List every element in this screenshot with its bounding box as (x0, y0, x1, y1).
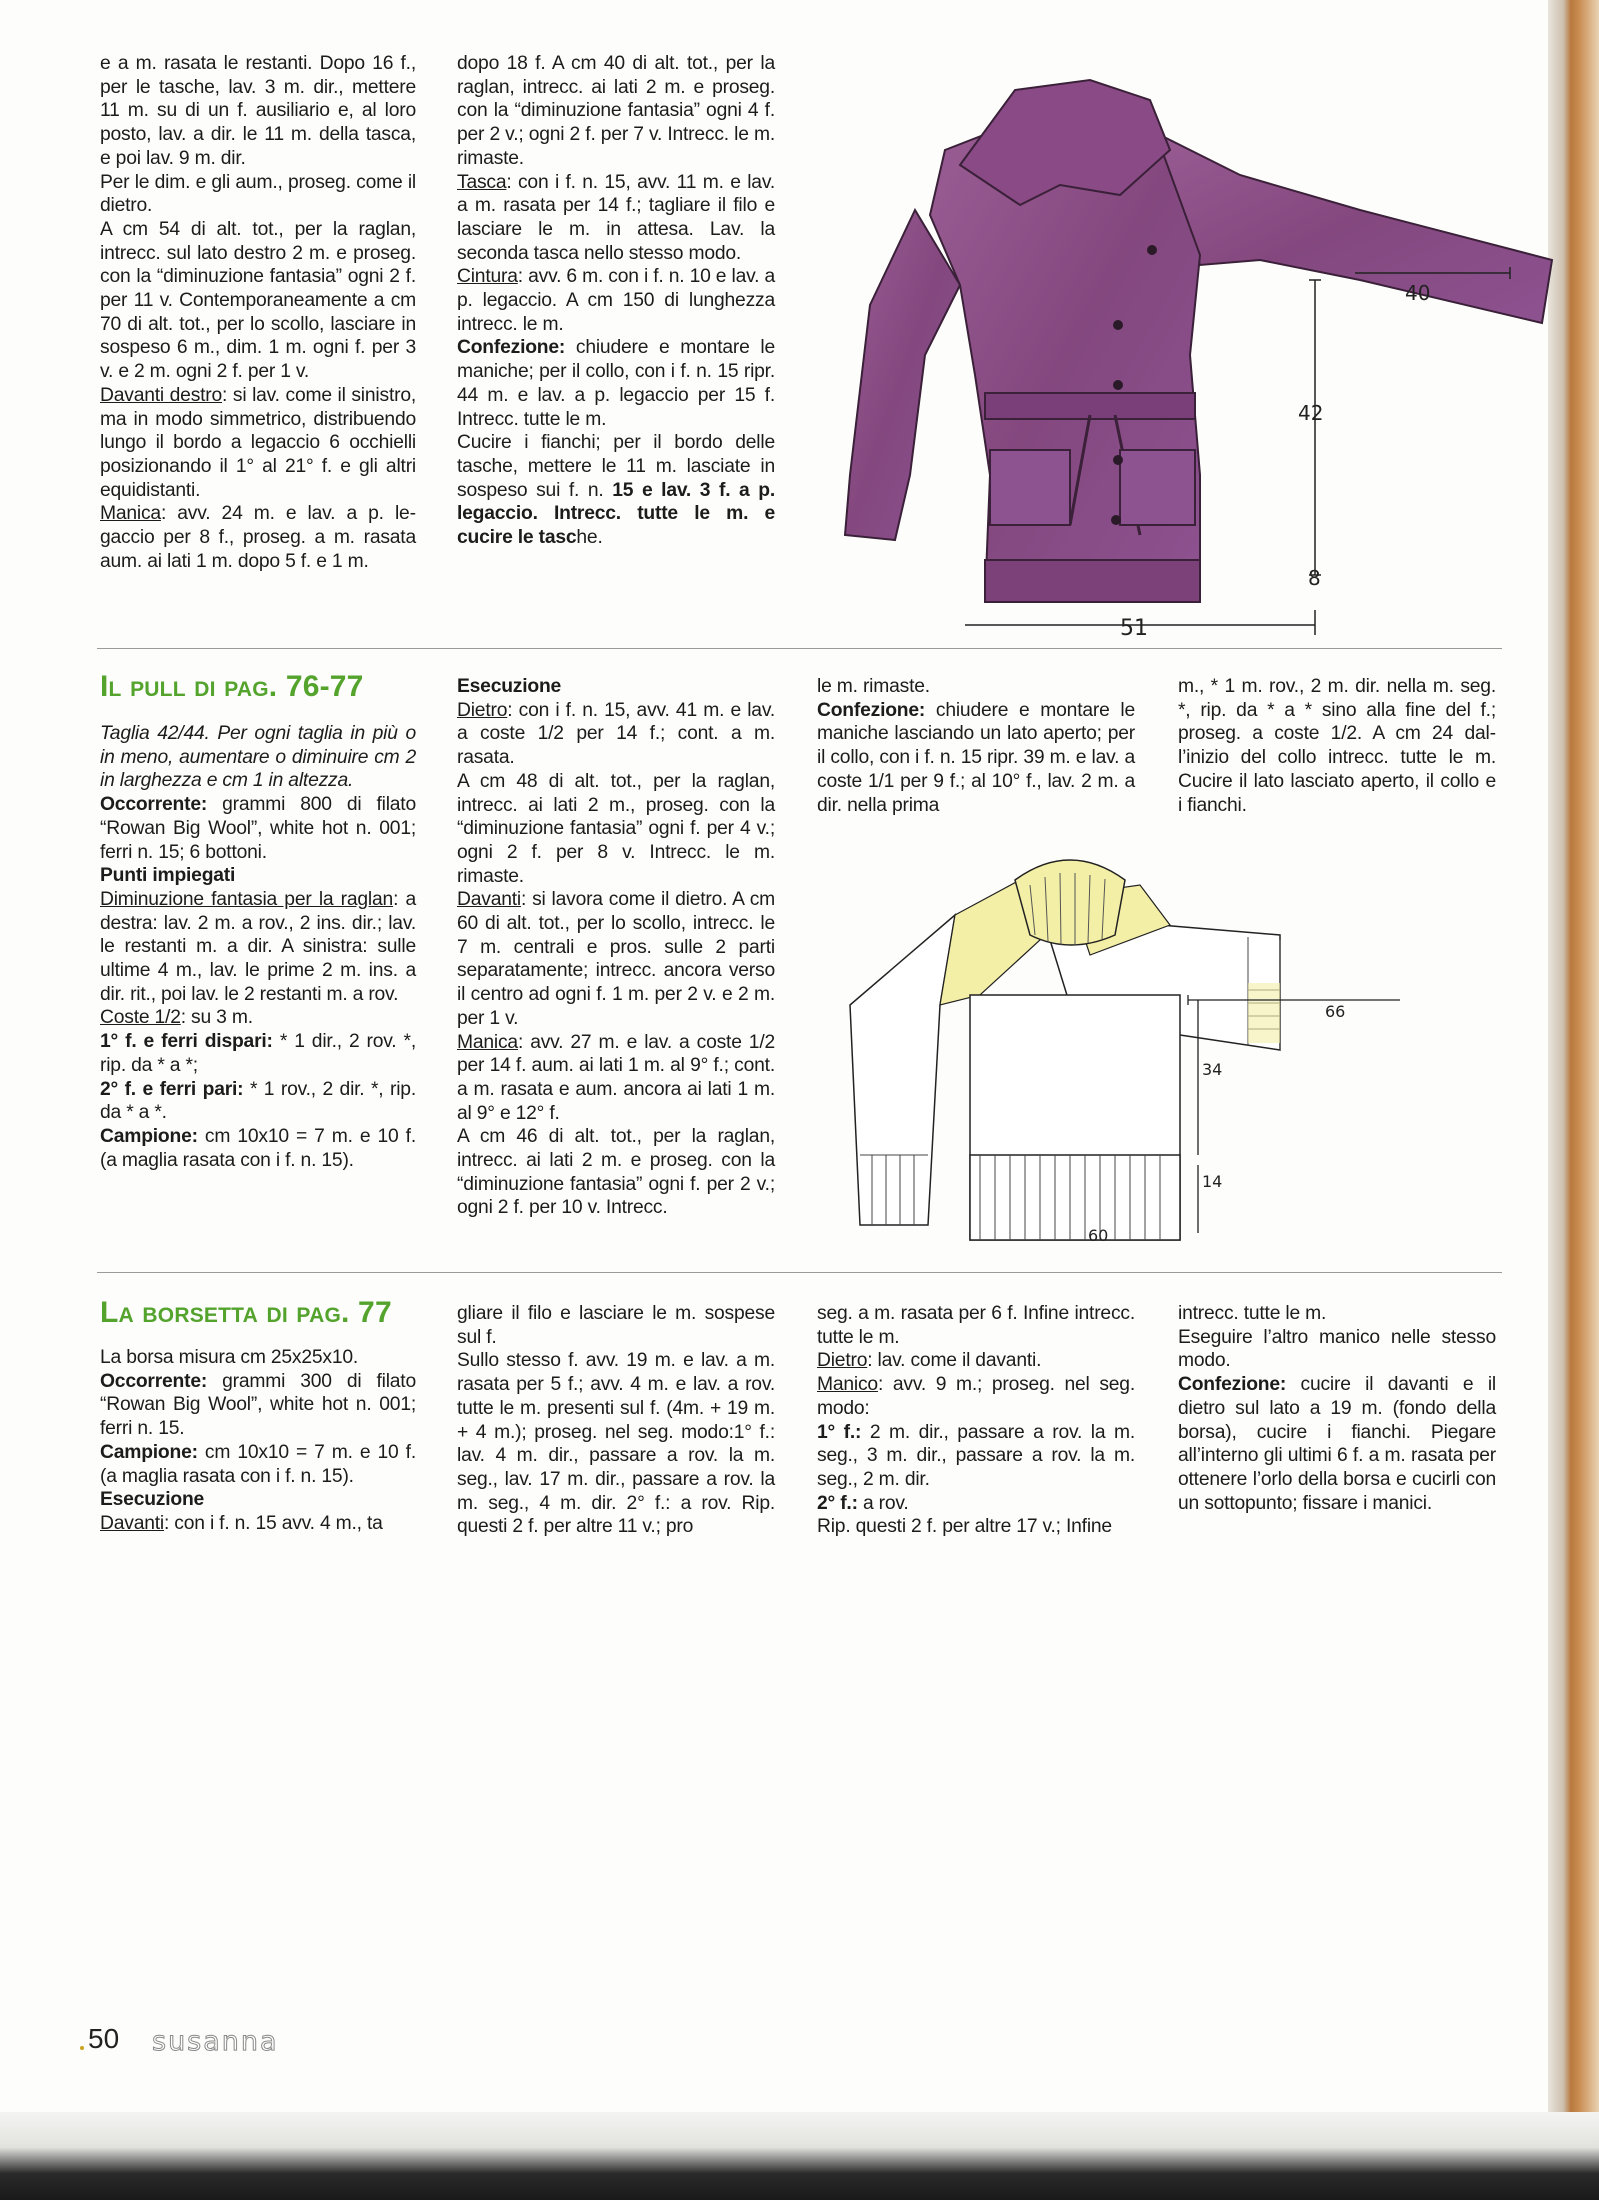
paragraph (817, 675, 1135, 699)
paragraph (1178, 675, 1496, 817)
paragraph (100, 502, 416, 573)
paragraph (457, 171, 775, 266)
scan-bottom-edge (0, 2112, 1599, 2200)
paragraph (100, 864, 416, 888)
paragraph-text: intrecc. tutte le m. (1178, 1303, 1327, 1324)
paragraph (457, 431, 775, 550)
paragraph-text: dopo 18 f. A cm 40 di alt. tot., per la raglan, intrecc. ai lati 2 m. e proseg. con la “diminuzione fantasia” ogni 4 f. per 2 v.; ogni 2 f. per 7 v. Intrecc. le m. rimaste. (457, 53, 775, 169)
bold-text: 15 e lav. 3 f. a p. legaccio. Intrecc. tutte le m. e cucire le tasc (457, 479, 775, 549)
paragraph-text: : si lavora come il dietro. A cm 60 di alt. tot., per lo scollo, intrecc. le 7 m. centrali e pros. sulle 2 parti separatamente; intrecc. ancora verso il centro ad ogni f. 1 m. per 2 v. e 2 m. per 1 v. (457, 889, 775, 1029)
paragraph (457, 1349, 775, 1539)
paragraph-text: A cm 46 di alt. tot., per la raglan, intrecc. ai lati 2 m. e proseg. con la “diminuzione fantasia” ogni f. per 2 v.; ogni 2 f. per 10 v. Intrecc. (457, 1126, 775, 1219)
bold-label: 2° f.: (817, 1492, 858, 1514)
underlined-label: Tasca (457, 171, 507, 193)
paragraph (100, 52, 416, 171)
paragraph (100, 1370, 416, 1441)
text-column-pull-2 (457, 675, 775, 1220)
paragraph-text: e a m. rasata le restanti. Dopo 16 f., per le tasche, lav. 3 m. dir., mettere 11 m. su di un f. ausiliario e, al loro posto, lav. a dir. le 11 m. della tasca, e poi lav. 9 m. dir. (100, 53, 416, 169)
paragraph-text: * 1 rov., 2 dir. *, rip. da * a *. (100, 1078, 416, 1124)
paragraph (100, 384, 416, 503)
paragraph (457, 888, 775, 1030)
underlined-label: Dietro (817, 1350, 868, 1372)
paragraph (100, 1006, 416, 1030)
bold-label: Campione: (100, 1441, 198, 1463)
paragraph (817, 699, 1135, 818)
paragraph-text: : con i f. n. 15 avv. 4 m., ta (163, 1512, 383, 1534)
pull-schematic (840, 855, 1420, 1245)
paragraph-text: chiudere e montare le maniche; per il collo, con i f. n. 15 ripr. 44 m. e lav. a p. legaccio per 15 f. Intrecc. tutte le m. (457, 337, 775, 430)
paragraph-text: Sullo stesso f. avv. 19 m. e lav. a m. rasata per 5 f.; avv. 4 m. e lav. a rov. tutte le m. presenti sul f. (4m. + 19 m. + 4 m.); proseg. nel seg. modo:1° f.: lav. 4 m. dir., passare a rov. la m. seg., lav. 17 m. dir., passare a rov. la m. seg., 4 m. dir. 2° f.: a rov. Rip. questi 2 f. per altre 11 v.; pro (457, 1350, 775, 1538)
paragraph-text: : con i f. n. 15, avv. 41 m. e lav. a coste 1/2 per 14 f.; cont. a m. rasata. (457, 699, 775, 769)
bag-section-title: La borsetta di pag. 77 (100, 1296, 392, 1329)
paragraph-text: le m. rimaste. (817, 676, 930, 697)
jacket-illustration (820, 55, 1560, 650)
paragraph (817, 1349, 1135, 1373)
paragraph (457, 1031, 775, 1126)
paragraph-text: La borsa misura cm 25x25x10. (100, 1347, 359, 1368)
text-column-bag-3 (817, 1302, 1135, 1539)
paragraph-text: : si lav. come il sinistro, ma in modo simmetrico, distribuendo lungo il bordo a legaccio 6 occhielli posizionando il 1° al 21° f. e gli altri equidistanti. (100, 384, 416, 501)
bold-label: Esecuzione (457, 676, 562, 697)
footer-dot (80, 2046, 84, 2050)
paragraph-text: cucire il davanti e il dietro sul lato a 19 m. (fondo della borsa), cucire i fianchi. Piegare all’interno gli ultimi 6 f. a m. rasata per ottenere l’orlo della borsa e cucirli con un sottopunto; fissare i manici. (1178, 1374, 1496, 1514)
underlined-label: Manico (817, 1374, 878, 1396)
paragraph-text: grammi 800 di filato “Rowan Big Wool”, white hot n. 001; ferri n. 15; 6 bottoni. (100, 794, 416, 863)
text-column-bag-4 (1178, 1302, 1496, 1515)
text-column-bag-1 (100, 1346, 416, 1536)
bold-label: Confezione: (817, 699, 926, 721)
paragraph (457, 1302, 775, 1349)
paragraph (100, 1346, 416, 1370)
jacket-dim-sleeve: 40 (1405, 281, 1431, 305)
bold-label: Confezione: (457, 337, 566, 359)
paragraph (1178, 1373, 1496, 1515)
bold-label: Confezione: (1178, 1374, 1287, 1396)
bold-label: Occorrente: (100, 794, 208, 816)
paragraph-text: : avv. 6 m. con i f. n. 10 e lav. a p. legaccio. A cm 150 di lunghezza intrecc. le m. (457, 266, 775, 335)
paragraph-text: seg. a m. rasata per 6 f. Infine intrecc. tutte le m. (817, 1303, 1135, 1348)
paragraph (817, 1373, 1135, 1420)
paragraph-text: cm 10x10 = 7 m. e 10 f. (a maglia rasata con i f. n. 15). (100, 1441, 416, 1487)
paragraph (100, 1441, 416, 1488)
magazine-brand: susanna (152, 2026, 279, 2057)
bold-label: Campione: (100, 1125, 198, 1147)
paragraph-text: he. (576, 527, 603, 549)
paragraph-text: cm 10x10 = 7 m. e 10 f. (a maglia rasata con i f. n. 15). (100, 1125, 416, 1171)
paragraph-text: Eseguire l’altro manico nelle stesso modo. (1178, 1326, 1496, 1372)
text-column-pull-4 (1178, 675, 1496, 817)
paragraph (100, 1488, 416, 1512)
paragraph (457, 336, 775, 431)
paragraph (817, 1515, 1135, 1539)
bold-label: Occorrente: (100, 1370, 208, 1392)
underlined-label: Manica (100, 503, 161, 525)
text-column-pull-3 (817, 675, 1135, 817)
paragraph (100, 218, 416, 384)
paragraph-text: 2 m. dir., passare a rov. la m. seg., 3 m. dir., passare a rov. la m. seg., 2 m. dir. (817, 1421, 1135, 1490)
pull-intro: Taglia 42/44. Per ogni taglia in più o in meno, aumentare o diminuire cm 2 in larghezza e cm 1 in altezza. (100, 723, 416, 792)
underlined-label: Dietro (457, 699, 508, 721)
pull-section-title: Il pull di pag. 76-77 (100, 670, 364, 703)
underlined-label: Cintura (457, 266, 518, 288)
paragraph-text: : avv. 9 m.; proseg. nel seg. modo: (817, 1374, 1135, 1419)
pull-dim-sleeve: 66 (1325, 1002, 1346, 1021)
text-column-top-1 (100, 52, 416, 573)
paragraph (100, 888, 416, 1007)
paragraph (457, 675, 775, 699)
paragraph (100, 793, 416, 864)
pull-dim-rib: 14 (1202, 1172, 1223, 1191)
paragraph-text: A cm 48 di alt. tot., per la raglan, intrecc. ai lati 2 m., proseg. con la “diminuzione fantasia” ogni f. per 4 v.; ogni 2 f. per 8 v. Intrecc. le m. rimaste. (457, 770, 775, 887)
text-column-bag-2 (457, 1302, 775, 1539)
paragraph (1178, 1302, 1496, 1326)
paragraph (1178, 1326, 1496, 1373)
paragraph (100, 1030, 416, 1077)
paragraph (100, 1125, 416, 1172)
pull-dim-width: 60 (1088, 1226, 1109, 1245)
underlined-label: Manica (457, 1031, 518, 1053)
paragraph (817, 1421, 1135, 1492)
underlined-label: Diminuzione fantasia per la raglan (100, 888, 394, 910)
paragraph (817, 1492, 1135, 1516)
jacket-dim-width: 51 (1120, 616, 1148, 641)
paragraph-text: : lav. come il davanti. (867, 1350, 1042, 1372)
bold-label: 1° f. e ferri dispari: (100, 1031, 273, 1053)
paragraph-text: Cucire i fianchi; per il bordo delle tasche, mettere le 11 m. lasciate in sospeso sui f. n. (457, 432, 775, 501)
underlined-label: Davanti (457, 889, 521, 911)
underlined-label: Davanti destro (100, 384, 223, 406)
paragraph (100, 1512, 416, 1536)
section-divider-1 (97, 648, 1502, 649)
paragraph (457, 770, 775, 889)
paragraph (457, 699, 775, 770)
paragraph-text: : a destra: lav. 2 m. a rov., 2 ins. dir.; lav. le restanti m. a dir. A sinistra: sulle ultime 4 m., lav. le prime 2 m. ins. a dir. rit., poi lav. le 2 restanti m. a rov. (100, 888, 416, 1005)
paragraph-text: grammi 300 di filato “Rowan Big Wool”, white hot n. 001; ferri n. 15. (100, 1370, 416, 1440)
text-column-pull-1 (100, 722, 416, 1172)
paragraph (817, 1302, 1135, 1349)
paragraph (100, 722, 416, 793)
underlined-label: Davanti (100, 1512, 164, 1534)
bold-label: Punti impiegati (100, 865, 236, 887)
paragraph-text: : avv. 24 m. e lav. a p. legaccio per 8 f., proseg. a m. rasata aum. ai lati 1 m. dopo 5 f. e 1 m. (100, 503, 416, 572)
section-divider-2 (97, 1272, 1502, 1273)
bold-label: Esecuzione (100, 1489, 205, 1511)
paragraph (457, 1125, 775, 1220)
jacket-dim-height: 42 (1298, 401, 1324, 425)
paragraph-text: m., * 1 m. rov., 2 m. dir. nella m. seg. *, rip. da * a * sino alla fine del f.; proseg. a coste 1/2. A cm 24 dall’inizio del collo intrecc. tutte le m. Cucire il lato lasciato aperto, il collo e i fianchi. (1178, 676, 1496, 816)
bold-label: 2° f. e ferri pari: (100, 1078, 244, 1100)
paragraph-text: * 1 dir., 2 rov. *, rip. da * a *; (100, 1031, 416, 1076)
paragraph-text: chiudere e montare le maniche lasciando un lato aperto; per il collo, con i f. n. 15 ripr. 39 m. e lav. a coste 1/1 per 9 f.; al 10° f., lav. 2 m. a dir. nella prima (817, 699, 1135, 816)
bold-label: 1° f.: (817, 1421, 862, 1443)
jacket-dim-band: 8 (1308, 566, 1321, 590)
text-column-top-2 (457, 52, 775, 550)
paragraph-text: gliare il filo e lasciare le m. sospese sul f. (457, 1303, 775, 1348)
pull-dim-body: 34 (1202, 1060, 1223, 1079)
page-number: 50 (88, 2023, 120, 2054)
paragraph (100, 1078, 416, 1125)
paragraph-text: : avv. 27 m. e lav. a coste 1/2 per 14 f. aum. ai lati 1 m. al 9° f.; cont. a m. rasata e aum. ancora ai lati 1 m. al 9° e 12° f. (457, 1031, 775, 1124)
paragraph-text: a rov. (857, 1492, 909, 1514)
paragraph-text: Per le dim. e gli aum., proseg. come il dietro. (100, 171, 416, 217)
paragraph (457, 52, 775, 171)
paragraph (457, 265, 775, 336)
paragraph-text: : con i f. n. 15, avv. 11 m. e lav. a m. rasata per 14 f.; tagliare il filo e lasciare le m. in attesa. Lav. la seconda tasca nello stesso modo. (457, 171, 775, 264)
paragraph (100, 171, 416, 218)
underlined-label: Coste 1/2 (100, 1007, 181, 1029)
paragraph-text: A cm 54 di alt. tot., per la raglan, intrecc. sul lato destro 2 m. e proseg. con la “diminuzione fantasia” ogni 2 f. per 11 v. Contemporaneamente a cm 70 di alt. tot., per lo scollo, lasciare in sospeso 6 m., dim. 1 m. ogni f. per 3 v. e 2 m. ogni 2 f. per 1 v. (100, 218, 416, 383)
paragraph-text: : su 3 m. (180, 1007, 253, 1029)
paragraph-text: Rip. questi 2 f. per altre 17 v.; Infine (817, 1516, 1112, 1538)
